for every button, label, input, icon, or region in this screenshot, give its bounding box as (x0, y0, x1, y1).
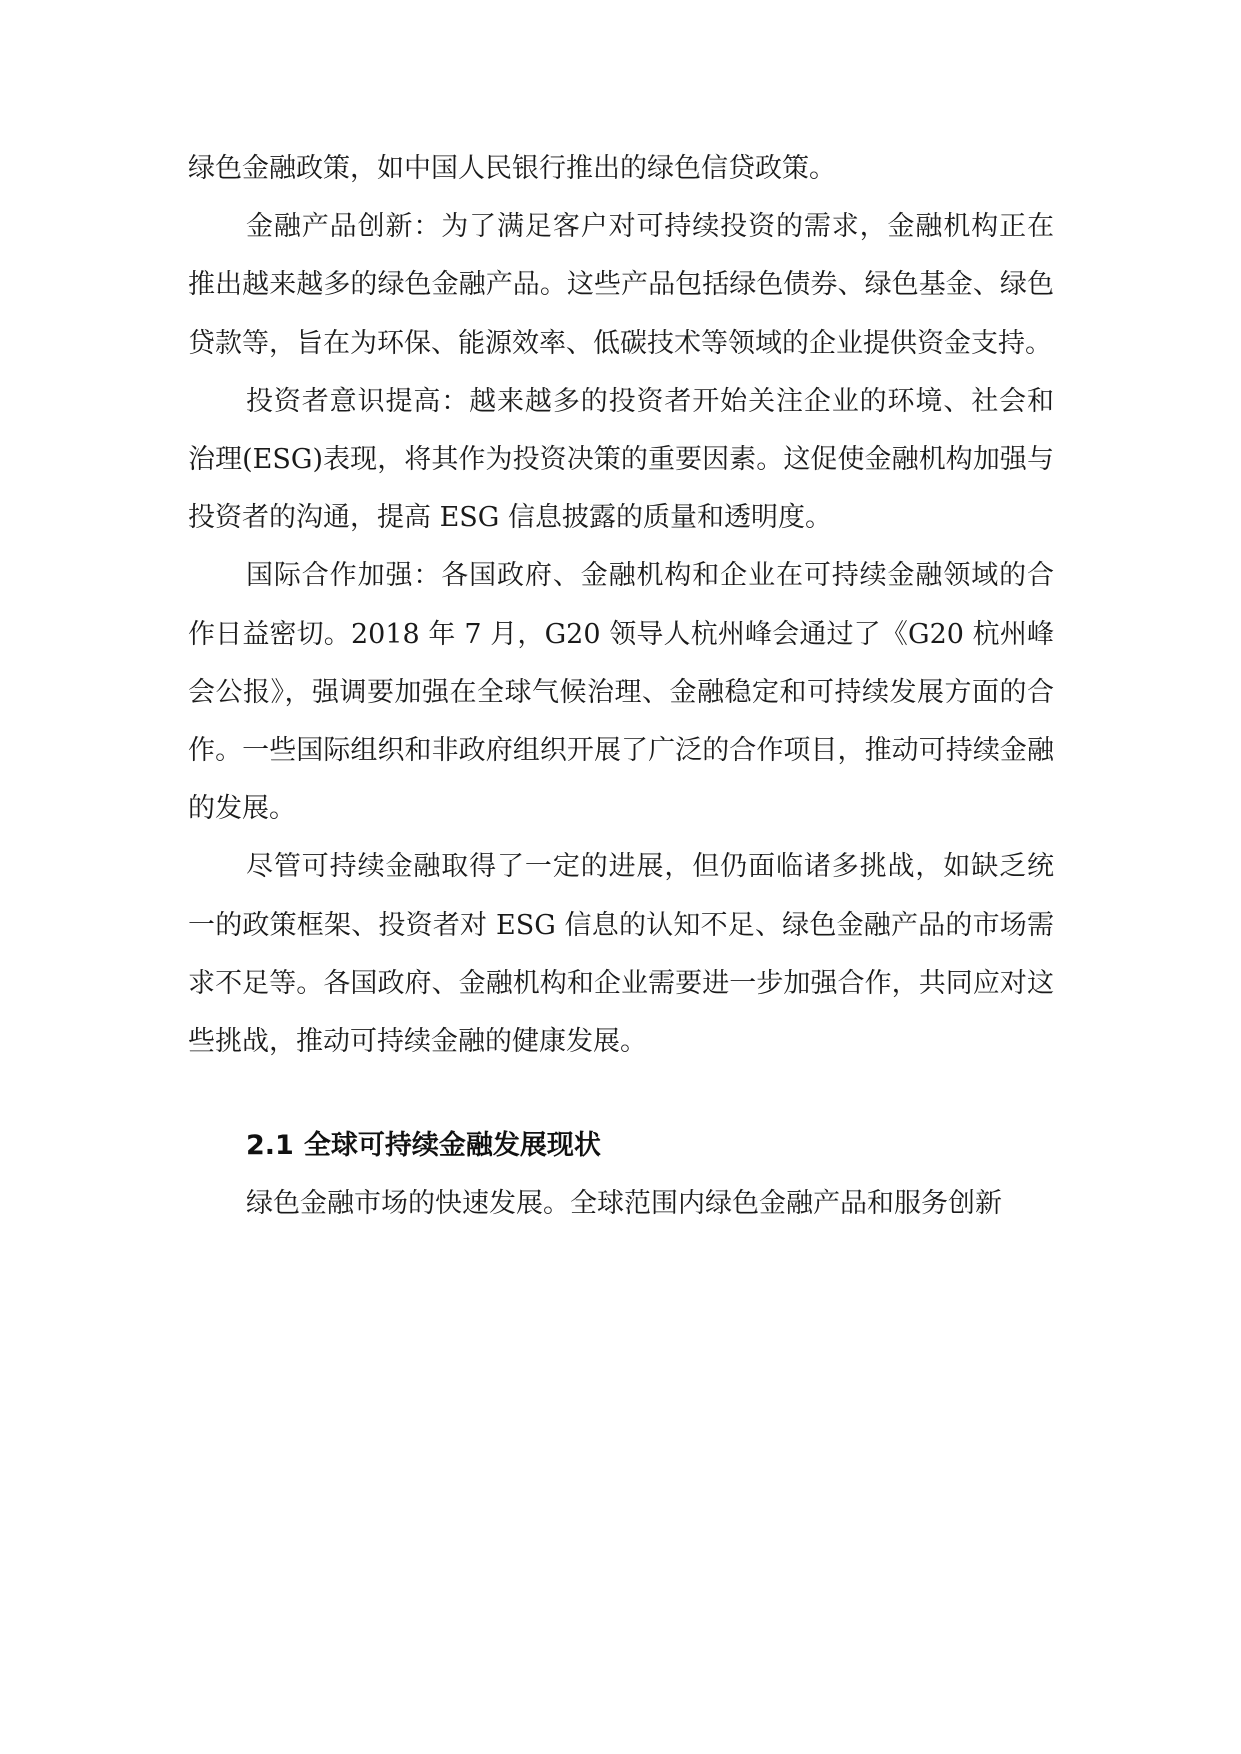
section-number: 2.1 (246, 1130, 294, 1162)
document-body (188, 140, 1054, 1233)
paragraph-investor-awareness: 投资者意识提高：越来越多的投资者开始关注企业的环境、社会和治理(ESG)表现，将其作为投资决策的重要因素。这促使金融机构加强与投资者的沟通，提高 ESG 信息披露的质量和透明度。 (188, 385, 1054, 534)
paragraph-international-cooperation: 国际合作加强：各国政府、金融机构和企业在可持续金融领域的合作日益密切。2018 年 7 月，G20 领导人杭州峰会通过了《G20 杭州峰会公报》，强调要加强在全球气候治理、金融稳定和可持续发展方面的合作。一些国际组织和非政府组织开展了广泛的合作项目，推动可持续金融的发展。 (188, 560, 1054, 825)
paragraph-continuation: 绿色金融政策，如中国人民银行推出的绿色信贷政策。 (188, 153, 836, 184)
section-title: 全球可持续金融发展现状 (303, 1130, 601, 1162)
paragraph-challenges: 尽管可持续金融取得了一定的进展，但仍面临诸多挑战，如缺乏统一的政策框架、投资者对 ESG 信息的认知不足、绿色金融产品的市场需求不足等。各国政府、金融机构和企业需要进一步加强合作，共同应对这些挑战，推动可持续金融的健康发展。 (188, 851, 1054, 1058)
paragraph-green-finance-market: 绿色金融市场的快速发展。全球范围内绿色金融产品和服务创新 (246, 1188, 1002, 1220)
section-heading (188, 1117, 1054, 1175)
paragraph-product-innovation: 金融产品创新：为了满足客户对可持续投资的需求，金融机构正在推出越来越多的绿色金融产品。这些产品包括绿色债券、绿色基金、绿色贷款等，旨在为环保、能源效率、低碳技术等领域的企业提供资金支持。 (188, 211, 1054, 359)
